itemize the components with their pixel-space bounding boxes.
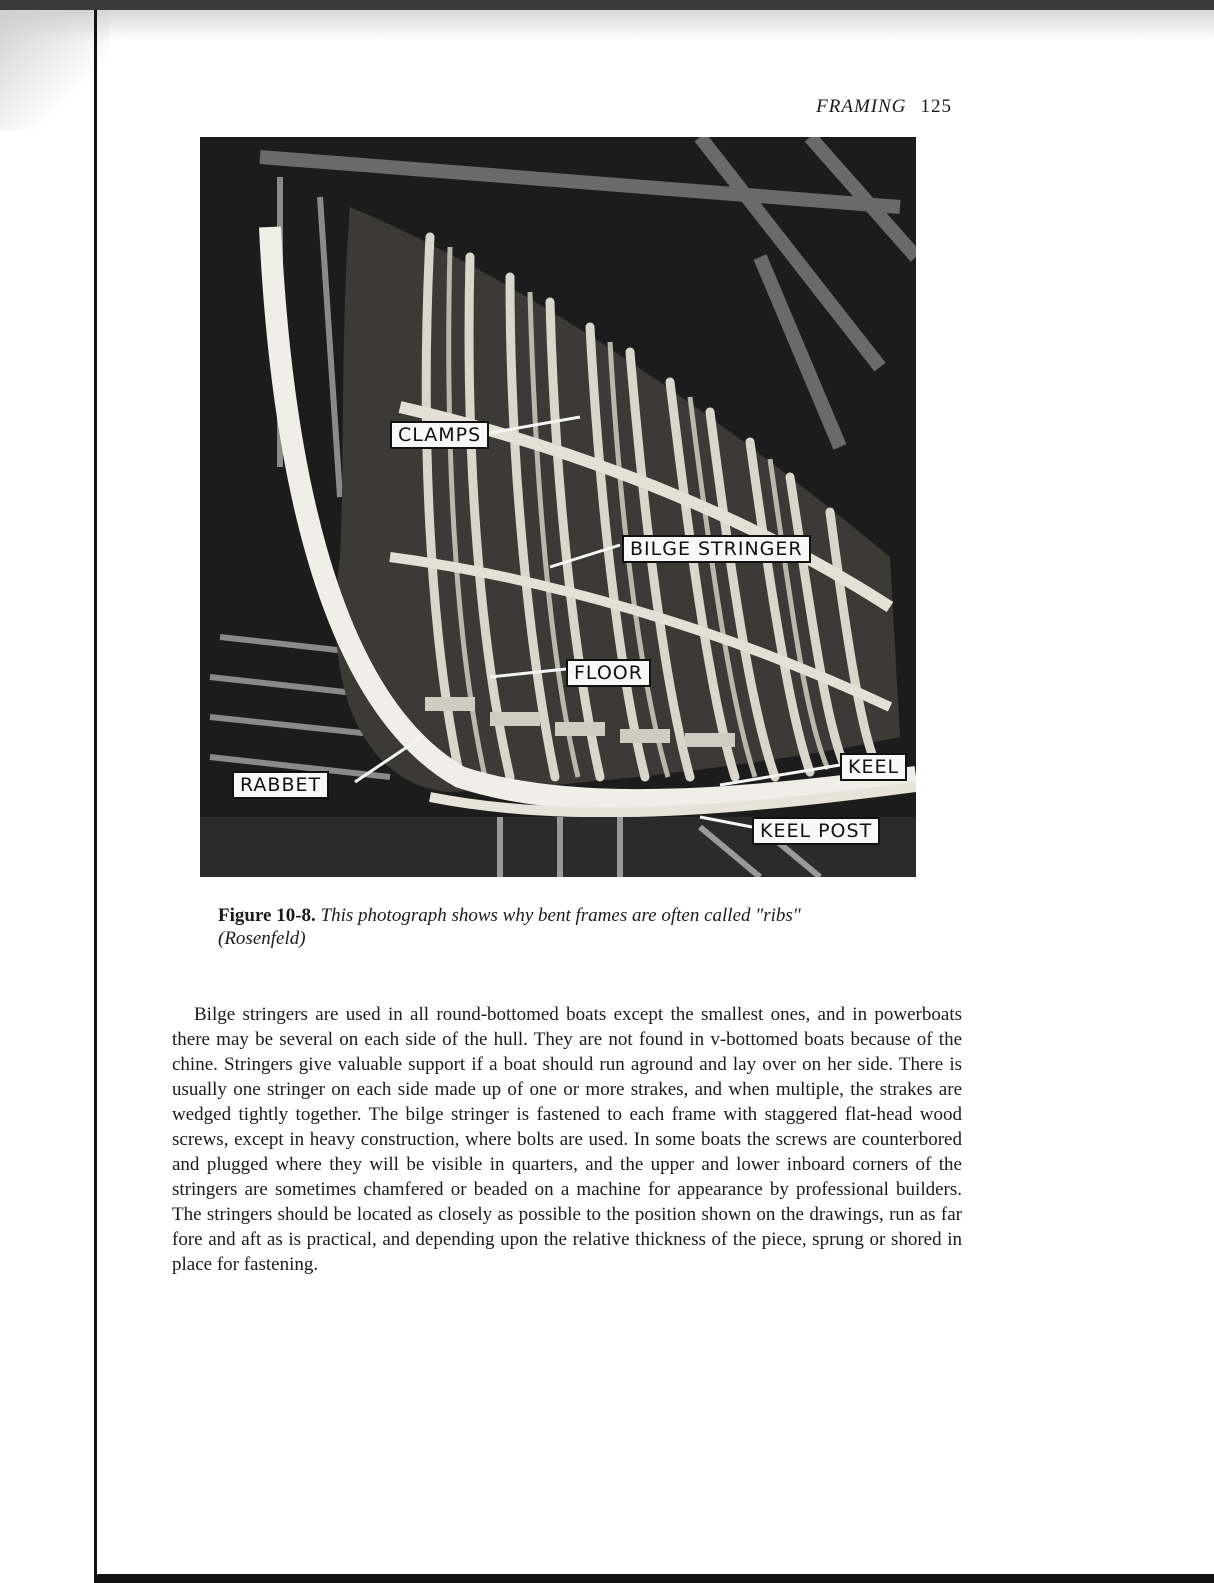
page-number: 125 xyxy=(920,96,952,117)
body-paragraph: Bilge stringers are used in all round-bottomed boats except the smallest ones, and in powerboats there may be several on each side of the hull. They are not found in v-bottomed boats because of the chine. Stringers give valuable support if a boat should run aground and lay over on her side. There is usually one stringer on each side made up of one or more strakes, and when multiple, the strakes are wedged tightly together. The bilge stringer is fastened to each frame with staggered flat-head wood screws, except in heavy construction, where bolts are used. In some boats the screws are counterbored and plugged where they will be visible in quarters, and the upper and lower inboard corners of the stringers are sometimes chamfered or beaded on a machine for appearance by professional builders. The stringers should be located as closely as possible to the position shown on the drawings, run as far fore and aft as is practical, and depending upon the relative thickness of the piece, sprung or shored in place for fastening. xyxy=(172,1004,962,1275)
label-floor: FLOOR xyxy=(566,659,651,687)
caption-figure-number: Figure 10-8. xyxy=(218,905,316,926)
label-rabbet: RABBET xyxy=(232,771,329,799)
label-keel-post: KEEL POST xyxy=(752,817,880,845)
body-text xyxy=(172,1002,962,1277)
hull-framing-photo xyxy=(200,137,916,877)
scan-edge-left xyxy=(94,10,97,1583)
running-header xyxy=(816,96,952,118)
figure-caption xyxy=(218,904,978,950)
scan-shadow-top xyxy=(0,10,1214,40)
caption-credit: (Rosenfeld) xyxy=(218,928,306,949)
label-bilge-stringer: BILGE STRINGER xyxy=(622,535,811,563)
scan-edge-bottom xyxy=(94,1574,1214,1583)
hull-photo-illustration xyxy=(200,137,916,877)
scan-edge-top xyxy=(0,0,1214,10)
caption-text: This photograph shows why bent frames are often called "ribs" xyxy=(320,905,801,926)
label-keel: KEEL xyxy=(840,753,907,781)
label-clamps: CLAMPS xyxy=(390,421,489,449)
chapter-title: FRAMING xyxy=(816,96,907,117)
